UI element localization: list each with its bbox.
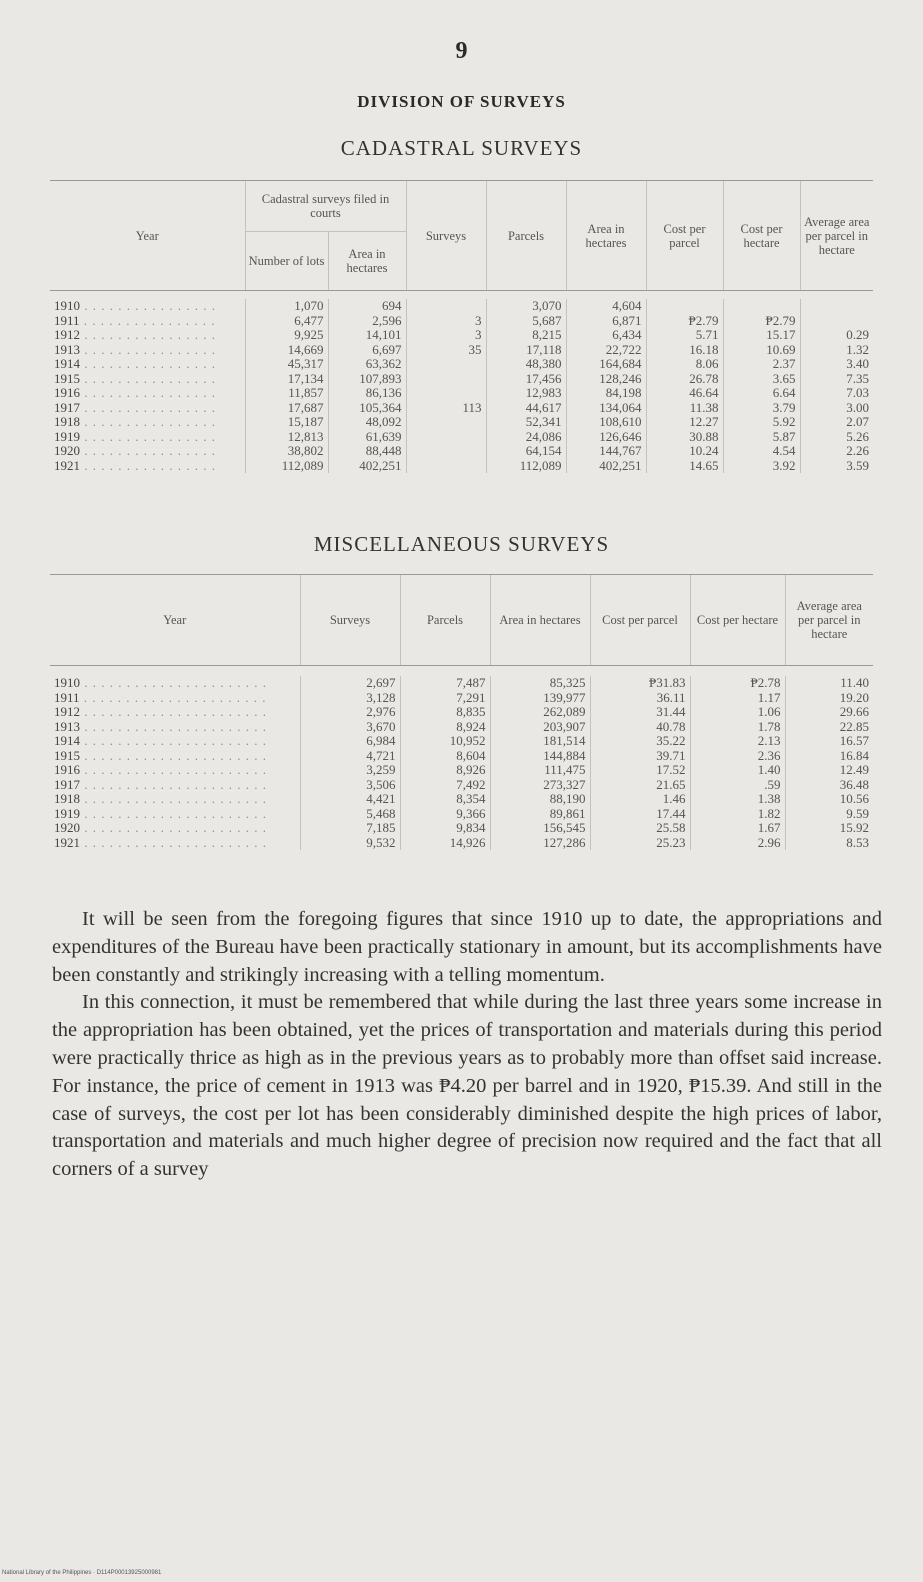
cell-area-filed: 694 <box>328 299 406 314</box>
cell-lots: 11,857 <box>245 386 328 401</box>
header-surveys: Surveys <box>406 181 486 291</box>
header-cost-per-hectare: Cost per hectare <box>723 181 800 291</box>
cell-area-filed: 48,092 <box>328 415 406 430</box>
header-number-of-lots: Number of lots <box>245 232 328 291</box>
header-area: Area in hectares <box>566 181 646 291</box>
table-row <box>50 836 873 851</box>
row-year: 1911 . . . . . . . . . . . . . . . . <box>54 313 216 328</box>
header-filed-in-courts: Cadastral surveys filed in courts <box>245 181 406 232</box>
cell-parcels: 5,687 <box>486 314 566 329</box>
table-row <box>50 401 873 416</box>
cell-area: 89,861 <box>490 807 590 822</box>
cell-area: 262,089 <box>490 705 590 720</box>
dot-leader: . . . . . . . . . . . . . . . . . . . . . . <box>80 734 267 748</box>
cell-parcels: 8,835 <box>400 705 490 720</box>
cell-area-filed: 402,251 <box>328 459 406 474</box>
cell-lots: 12,813 <box>245 430 328 445</box>
dot-leader: . . . . . . . . . . . . . . . . <box>80 357 216 371</box>
cell-surveys: 5,468 <box>300 807 400 822</box>
cell-avg: 9.59 <box>785 807 873 822</box>
dot-leader: . . . . . . . . . . . . . . . . <box>80 444 216 458</box>
table-row <box>50 415 873 430</box>
cell-cost-parcel: 12.27 <box>646 415 723 430</box>
dot-leader: . . . . . . . . . . . . . . . . <box>80 458 216 473</box>
cell-parcels: 7,291 <box>400 691 490 706</box>
cell-avg: 2.07 <box>800 415 873 430</box>
cell-cost-hectare: 10.69 <box>723 343 800 358</box>
cell-cost-hectare: 6.64 <box>723 386 800 401</box>
cell-parcels: 64,154 <box>486 444 566 459</box>
cell-area-filed: 63,362 <box>328 357 406 372</box>
row-year: 1914 . . . . . . . . . . . . . . . . <box>54 357 216 371</box>
cell-avg: 16.57 <box>785 734 873 749</box>
cell-parcels: 10,952 <box>400 734 490 749</box>
row-year: 1915 . . . . . . . . . . . . . . . . . . . . . . <box>54 748 267 763</box>
cell-area: 402,251 <box>566 459 646 474</box>
cell-area: 6,434 <box>566 328 646 343</box>
table-row <box>50 749 873 764</box>
row-year: 1918 . . . . . . . . . . . . . . . . . . . . . . <box>54 792 267 806</box>
dot-leader: . . . . . . . . . . . . . . . . . . . . . . <box>80 821 267 835</box>
cell-parcels: 8,926 <box>400 763 490 778</box>
misc-header-parcels: Parcels <box>400 575 490 666</box>
cell-avg: 12.49 <box>785 763 873 778</box>
cell-cost-hectare: ₱2.78 <box>690 676 785 691</box>
cell-area-filed: 105,364 <box>328 401 406 416</box>
cadastral-title: CADASTRAL SURVEYS <box>340 136 583 160</box>
cell-lots: 15,187 <box>245 415 328 430</box>
table-row <box>50 386 873 401</box>
cell-cost-hectare: 4.54 <box>723 444 800 459</box>
cell-avg: 0.29 <box>800 328 873 343</box>
cell-cost-parcel: ₱2.79 <box>646 314 723 329</box>
cell-avg: 10.56 <box>785 792 873 807</box>
cell-avg: 11.40 <box>785 676 873 691</box>
cell-area: 6,871 <box>566 314 646 329</box>
miscellaneous-title: MISCELLANEOUS SURVEYS <box>313 532 610 556</box>
cell-avg: 2.26 <box>800 444 873 459</box>
dot-leader: . . . . . . . . . . . . . . . . <box>80 386 216 400</box>
row-year: 1917 . . . . . . . . . . . . . . . . . . . . . . <box>54 777 267 792</box>
cell-area-filed: 14,101 <box>328 328 406 343</box>
cell-cost-parcel: 25.23 <box>590 836 690 851</box>
cell-cost-parcel: 35.22 <box>590 734 690 749</box>
cell-cost-hectare: 2.96 <box>690 836 785 851</box>
cell-cost-parcel: 36.11 <box>590 691 690 706</box>
misc-header-year: Year <box>50 575 300 666</box>
dot-leader: . . . . . . . . . . . . . . . . <box>79 313 216 328</box>
dot-leader: . . . . . . . . . . . . . . . . <box>80 328 216 342</box>
miscellaneous-table <box>50 574 873 850</box>
misc-header-area: Area in hectares <box>490 575 590 666</box>
cell-avg: 1.32 <box>800 343 873 358</box>
cell-cost-hectare: 2.13 <box>690 734 785 749</box>
cell-surveys <box>406 430 486 445</box>
cell-cost-parcel: 30.88 <box>646 430 723 445</box>
row-year: 1910 . . . . . . . . . . . . . . . . . . . . . . <box>54 676 267 690</box>
cell-area-filed: 61,639 <box>328 430 406 445</box>
cell-lots: 9,925 <box>245 328 328 343</box>
cell-surveys <box>406 357 486 372</box>
cell-surveys: 7,185 <box>300 821 400 836</box>
cell-cost-parcel: 26.78 <box>646 372 723 387</box>
row-year: 1913 . . . . . . . . . . . . . . . . <box>54 342 216 357</box>
cell-parcels: 9,834 <box>400 821 490 836</box>
footer-credit: National Library of the Philippines · D114P00013925000981 <box>2 1570 162 1576</box>
cell-avg: 16.84 <box>785 749 873 764</box>
row-year: 1919 . . . . . . . . . . . . . . . . . . . . . . <box>54 806 267 821</box>
table-row <box>50 691 873 706</box>
table-row <box>50 720 873 735</box>
cell-area-filed: 86,136 <box>328 386 406 401</box>
cell-area: 134,064 <box>566 401 646 416</box>
division-title: DIVISION OF SURVEYS <box>357 92 566 111</box>
cell-cost-parcel: 17.52 <box>590 763 690 778</box>
row-year: 1912 . . . . . . . . . . . . . . . . . . . . . . <box>54 705 267 719</box>
cell-parcels: 12,983 <box>486 386 566 401</box>
table-row <box>50 357 873 372</box>
row-year: 1912 . . . . . . . . . . . . . . . . <box>54 328 216 342</box>
cell-lots: 1,070 <box>245 299 328 314</box>
dot-leader: . . . . . . . . . . . . . . . . <box>80 371 216 386</box>
cell-cost-parcel: 25.58 <box>590 821 690 836</box>
header-cost-per-parcel: Cost per parcel <box>646 181 723 291</box>
cell-cost-parcel: 8.06 <box>646 357 723 372</box>
row-year: 1921 . . . . . . . . . . . . . . . . . . . . . . <box>54 835 267 850</box>
cell-lots: 17,134 <box>245 372 328 387</box>
cell-parcels: 17,456 <box>486 372 566 387</box>
cell-parcels: 14,926 <box>400 836 490 851</box>
cell-avg: 19.20 <box>785 691 873 706</box>
page-number: 9 <box>455 38 468 64</box>
cell-parcels: 8,924 <box>400 720 490 735</box>
cell-area: 22,722 <box>566 343 646 358</box>
cell-area: 144,884 <box>490 749 590 764</box>
cell-lots: 38,802 <box>245 444 328 459</box>
cell-surveys <box>406 459 486 474</box>
cell-area: 203,907 <box>490 720 590 735</box>
cell-cost-hectare: 2.37 <box>723 357 800 372</box>
cell-cost-parcel: ₱31.83 <box>590 676 690 691</box>
dot-leader: . . . . . . . . . . . . . . . . <box>80 429 216 444</box>
dot-leader: . . . . . . . . . . . . . . . . . . . . . . <box>80 705 267 719</box>
cell-cost-parcel: 17.44 <box>590 807 690 822</box>
cell-cost-hectare: 1.82 <box>690 807 785 822</box>
paragraph-2: In this connection, it must be remembered that while during the last three years some increase in the appropriation has been obtained, yet the prices of transportation and materials during this period were practically thrice as high as in the previous years as to probably more than offset said increase. For instance, the price of cement in 1913 was ₱4.20 per barrel and in 1920, ₱15.39. And still in the case of surveys, the cost per lot has been considerably diminished despite the high prices of labor, transportation and materials and much higher degree of precision now required and the fact that all corners of a survey <box>52 991 882 1181</box>
row-year: 1921 . . . . . . . . . . . . . . . . <box>54 458 216 473</box>
cell-parcels: 7,492 <box>400 778 490 793</box>
cell-cost-hectare: 5.92 <box>723 415 800 430</box>
cell-lots: 45,317 <box>245 357 328 372</box>
cell-parcels: 3,070 <box>486 299 566 314</box>
cell-cost-hectare: 1.38 <box>690 792 785 807</box>
table-row <box>50 430 873 445</box>
cell-surveys: 2,976 <box>300 705 400 720</box>
dot-leader: . . . . . . . . . . . . . . . . . . . . . . <box>80 719 267 734</box>
cell-area: 85,325 <box>490 676 590 691</box>
misc-header-cost-per-hectare: Cost per hectare <box>690 575 785 666</box>
cell-cost-parcel: 1.46 <box>590 792 690 807</box>
cell-surveys <box>406 415 486 430</box>
cell-cost-hectare: 2.36 <box>690 749 785 764</box>
cell-cost-hectare: 1.06 <box>690 705 785 720</box>
cell-cost-hectare: 1.40 <box>690 763 785 778</box>
cell-cost-parcel: 46.64 <box>646 386 723 401</box>
table-row <box>50 314 873 329</box>
cell-cost-hectare: ₱2.79 <box>723 314 800 329</box>
cell-lots: 14,669 <box>245 343 328 358</box>
dot-leader: . . . . . . . . . . . . . . . . . . . . . . <box>80 835 267 850</box>
row-year: 1910 . . . . . . . . . . . . . . . . <box>54 299 216 313</box>
table-row <box>50 444 873 459</box>
cell-cost-hectare: 3.92 <box>723 459 800 474</box>
table-row <box>50 372 873 387</box>
header-parcels: Parcels <box>486 181 566 291</box>
cell-parcels: 7,487 <box>400 676 490 691</box>
header-year: Year <box>50 181 245 291</box>
cell-parcels: 52,341 <box>486 415 566 430</box>
cell-surveys <box>406 299 486 314</box>
cell-cost-parcel: 14.65 <box>646 459 723 474</box>
cell-surveys: 3,506 <box>300 778 400 793</box>
table-row <box>50 734 873 749</box>
dot-leader: . . . . . . . . . . . . . . . . . . . . . . <box>80 792 267 806</box>
cell-avg <box>800 314 873 329</box>
cell-avg: 22.85 <box>785 720 873 735</box>
cell-area: 111,475 <box>490 763 590 778</box>
cell-cost-hectare: 3.79 <box>723 401 800 416</box>
cell-avg: 7.35 <box>800 372 873 387</box>
cell-avg: 29.66 <box>785 705 873 720</box>
row-year: 1917 . . . . . . . . . . . . . . . . <box>54 400 216 415</box>
cell-parcels: 9,366 <box>400 807 490 822</box>
row-year: 1916 . . . . . . . . . . . . . . . . . . . . . . <box>54 763 267 777</box>
cell-parcels: 112,089 <box>486 459 566 474</box>
cell-avg: 7.03 <box>800 386 873 401</box>
cell-avg <box>800 299 873 314</box>
cell-area: 126,646 <box>566 430 646 445</box>
cell-cost-parcel: 5.71 <box>646 328 723 343</box>
row-year: 1919 . . . . . . . . . . . . . . . . <box>54 429 216 444</box>
table-row <box>50 763 873 778</box>
cell-lots: 112,089 <box>245 459 328 474</box>
cell-area: 156,545 <box>490 821 590 836</box>
row-year: 1914 . . . . . . . . . . . . . . . . . . . . . . <box>54 734 267 748</box>
cell-cost-parcel: 21.65 <box>590 778 690 793</box>
cell-surveys: 3,670 <box>300 720 400 735</box>
table-row <box>50 705 873 720</box>
cell-area: 139,977 <box>490 691 590 706</box>
cell-avg: 8.53 <box>785 836 873 851</box>
cell-lots: 6,477 <box>245 314 328 329</box>
cell-avg: 3.59 <box>800 459 873 474</box>
table-row <box>50 343 873 358</box>
cell-surveys: 9,532 <box>300 836 400 851</box>
cell-surveys: 35 <box>406 343 486 358</box>
row-year: 1920 . . . . . . . . . . . . . . . . . . . . . . <box>54 821 267 835</box>
cell-surveys: 2,697 <box>300 676 400 691</box>
cell-surveys: 6,984 <box>300 734 400 749</box>
cell-area: 181,514 <box>490 734 590 749</box>
cell-surveys: 4,421 <box>300 792 400 807</box>
cell-area: 84,198 <box>566 386 646 401</box>
cell-cost-parcel: 39.71 <box>590 749 690 764</box>
cell-cost-parcel: 31.44 <box>590 705 690 720</box>
miscellaneous-rows <box>50 676 873 850</box>
cell-parcels: 8,215 <box>486 328 566 343</box>
cell-area-filed: 6,697 <box>328 343 406 358</box>
cell-surveys: 3 <box>406 328 486 343</box>
table-row <box>50 299 873 314</box>
cell-area-filed: 2,596 <box>328 314 406 329</box>
cell-surveys: 3 <box>406 314 486 329</box>
cell-surveys <box>406 386 486 401</box>
cell-area: 127,286 <box>490 836 590 851</box>
cell-cost-hectare <box>723 299 800 314</box>
dot-leader: . . . . . . . . . . . . . . . . . . . . . . <box>80 748 267 763</box>
misc-header-average-area: Average area per parcel in hectare <box>785 575 873 666</box>
cadastral-rows <box>50 299 873 473</box>
cell-parcels: 44,617 <box>486 401 566 416</box>
cell-surveys: 4,721 <box>300 749 400 764</box>
row-year: 1915 . . . . . . . . . . . . . . . . <box>54 371 216 386</box>
cell-cost-hectare: 1.17 <box>690 691 785 706</box>
dot-leader: . . . . . . . . . . . . . . . . <box>80 415 216 429</box>
cell-cost-parcel <box>646 299 723 314</box>
row-year: 1913 . . . . . . . . . . . . . . . . . . . . . . <box>54 719 267 734</box>
table-row <box>50 792 873 807</box>
cell-cost-hectare: 3.65 <box>723 372 800 387</box>
row-year: 1920 . . . . . . . . . . . . . . . . <box>54 444 216 458</box>
cell-surveys <box>406 444 486 459</box>
dot-leader: . . . . . . . . . . . . . . . . . . . . . . <box>80 777 267 792</box>
cell-area-filed: 88,448 <box>328 444 406 459</box>
cell-avg: 3.40 <box>800 357 873 372</box>
cell-cost-hectare: 1.67 <box>690 821 785 836</box>
table-row <box>50 821 873 836</box>
row-year: 1918 . . . . . . . . . . . . . . . . <box>54 415 216 429</box>
body-text <box>52 906 882 1184</box>
misc-header-surveys: Surveys <box>300 575 400 666</box>
cell-area: 144,767 <box>566 444 646 459</box>
dot-leader: . . . . . . . . . . . . . . . . . . . . . . <box>80 676 267 690</box>
cell-area-filed: 107,893 <box>328 372 406 387</box>
cell-cost-parcel: 10.24 <box>646 444 723 459</box>
row-year: 1911 . . . . . . . . . . . . . . . . . . . . . . <box>54 690 267 705</box>
table-row <box>50 807 873 822</box>
cell-lots: 17,687 <box>245 401 328 416</box>
cell-cost-hectare: 5.87 <box>723 430 800 445</box>
header-average-area: Average area per parcel in hectare <box>800 181 873 291</box>
cell-area: 164,684 <box>566 357 646 372</box>
cell-area: 128,246 <box>566 372 646 387</box>
dot-leader: . . . . . . . . . . . . . . . . <box>80 400 216 415</box>
table-row <box>50 328 873 343</box>
cell-area: 273,327 <box>490 778 590 793</box>
cell-area: 88,190 <box>490 792 590 807</box>
cell-cost-parcel: 11.38 <box>646 401 723 416</box>
cell-avg: 36.48 <box>785 778 873 793</box>
dot-leader: . . . . . . . . . . . . . . . . . . . . . . <box>79 690 267 705</box>
cell-area: 4,604 <box>566 299 646 314</box>
table-row <box>50 778 873 793</box>
cell-cost-hectare: 15.17 <box>723 328 800 343</box>
cell-surveys: 3,259 <box>300 763 400 778</box>
header-area-filed: Area in hectares <box>328 232 406 291</box>
cell-cost-parcel: 40.78 <box>590 720 690 735</box>
table-row <box>50 676 873 691</box>
dot-leader: . . . . . . . . . . . . . . . . . . . . . . <box>80 806 267 821</box>
cell-avg: 15.92 <box>785 821 873 836</box>
cell-parcels: 17,118 <box>486 343 566 358</box>
cell-surveys: 3,128 <box>300 691 400 706</box>
cell-parcels: 48,380 <box>486 357 566 372</box>
cell-cost-hectare: 1.78 <box>690 720 785 735</box>
cell-avg: 3.00 <box>800 401 873 416</box>
cell-cost-parcel: 16.18 <box>646 343 723 358</box>
table-row <box>50 459 873 474</box>
cadastral-table <box>50 180 873 473</box>
cell-parcels: 8,354 <box>400 792 490 807</box>
dot-leader: . . . . . . . . . . . . . . . . . . . . . . <box>80 763 267 777</box>
cell-surveys <box>406 372 486 387</box>
cell-parcels: 8,604 <box>400 749 490 764</box>
dot-leader: . . . . . . . . . . . . . . . . <box>80 342 216 357</box>
cell-surveys: 113 <box>406 401 486 416</box>
cell-area: 108,610 <box>566 415 646 430</box>
row-year: 1916 . . . . . . . . . . . . . . . . <box>54 386 216 400</box>
cell-parcels: 24,086 <box>486 430 566 445</box>
cell-cost-hectare: .59 <box>690 778 785 793</box>
misc-header-cost-per-parcel: Cost per parcel <box>590 575 690 666</box>
dot-leader: . . . . . . . . . . . . . . . . <box>80 299 216 313</box>
cell-avg: 5.26 <box>800 430 873 445</box>
paragraph-1: It will be seen from the foregoing figures that since 1910 up to date, the appropriations and expenditures of the Bureau have been practically stationary in amount, but its accomplishments have been constantly and strikingly increasing with a telling momentum. <box>52 908 882 986</box>
